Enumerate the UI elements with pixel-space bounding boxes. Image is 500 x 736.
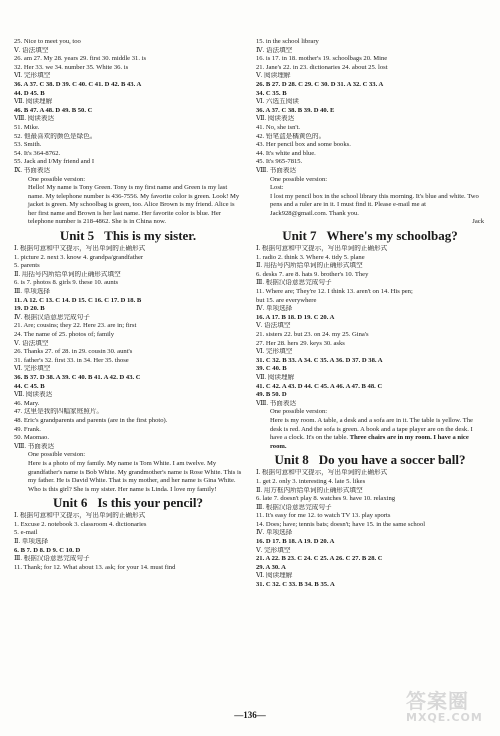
text-line: 44. It's white and blue. xyxy=(256,149,316,157)
text-line: 51. Mike. xyxy=(14,123,40,131)
text-line: Ⅲ. 根据汉语意思完成句子 xyxy=(256,279,332,287)
text-line: Ⅸ. 书面表达 xyxy=(14,166,51,174)
answer-key-line: 26. B 27. D 28. C 29. C 30. D 31. A 32. C 33. A xyxy=(256,80,384,88)
text-line: 42. 铅笔盒是橘黄色的。 xyxy=(256,132,326,140)
unit-title: Where's my schoolbag? xyxy=(326,228,458,244)
watermark-logo xyxy=(406,690,492,730)
text-line: 24. The name of 25. photos of; family xyxy=(14,331,115,338)
text-line: Ⅱ. 单项选择 xyxy=(14,538,49,546)
text-line: 1. radio 2. think 3. Where 4. tidy 5. plane xyxy=(256,253,365,261)
text-line: One possible version: xyxy=(270,408,328,416)
text-line: 27. Her 28. hers 29. keys 30. asks xyxy=(256,339,345,347)
watermark-text: 答案圈 xyxy=(406,689,469,713)
text-line: 47. 这里是我的四幅家庭照片。 xyxy=(14,408,104,416)
answer-key-line: 46. B 47. A 48. D 49. B 50. C xyxy=(14,106,93,114)
text-line: 1. get 2. only 3. interesting 4. late 5. likes xyxy=(256,477,366,485)
answer-key-line: 11. A 12. C 13. C 14. D 15. C 16. C 17. D 18. B xyxy=(14,296,142,304)
text-line: 31. father's 32. first 33. in 34. Her 35. those xyxy=(14,356,129,364)
text-line: Ⅲ. 根据汉语意思完成句子 xyxy=(256,503,332,511)
unit-number: Unit 6 xyxy=(53,495,88,511)
unit-title: Do you have a soccer ball? xyxy=(318,452,466,468)
answer-key-line: 19. D 20. B xyxy=(14,305,45,313)
text-line: 54. It's 364-8762. xyxy=(14,149,61,157)
text-line: 5. parents xyxy=(14,262,40,270)
text-line: 43. Her pencil box and some books. xyxy=(256,141,351,149)
text-line: 16. is 17. in 18. mother's 19. schoolbags 20. Mine xyxy=(256,55,388,63)
text-line: but 15. are everywhere xyxy=(256,296,317,304)
text-line: 6. desks 7. are 8. hats 9. brother's 10. They xyxy=(256,270,369,278)
text-line: One possible version: xyxy=(28,451,86,459)
text-line: 49. Frank. xyxy=(14,425,41,433)
answer-key-line: 29. A 30. A xyxy=(256,563,286,571)
text-line: 41. No, she isn't. xyxy=(256,123,301,131)
text-line: 11. Thank; for 12. What about 13. ask; for your 14. must find xyxy=(14,563,176,571)
answer-key-line: 21. A 22. B 23. C 24. C 25. A 26. C 27. B 28. C xyxy=(256,555,383,563)
essay-paragraph: I lost my pencil box in the school library this morning. It's blue and white. Two pens and a ruler are in it. I must find it. Please e-mail me at Jack928@gmail.com. Thank you. xyxy=(270,192,479,217)
unit-title: This is my sister. xyxy=(104,228,197,244)
text-line: 14. Does; have; tennis bats; doesn't; have 15. in the same school xyxy=(256,520,426,528)
text-line: 5. e-mail xyxy=(14,529,38,537)
text-line: 26. Thanks 27. of 28. in 29. cousin 30. aunt's xyxy=(14,348,133,356)
text-line: 55. Jack and I/My friend and I xyxy=(14,158,95,166)
text-line: 48. Eric's grandparents and parents (are in the first photo). xyxy=(14,416,168,424)
right-column xyxy=(256,38,484,590)
text-line: Ⅵ. 阅读理解 xyxy=(256,572,293,580)
text-line: Ⅷ. 阅读表达 xyxy=(14,115,55,123)
essay-paragraph: Hello! My name is Tony Green. Tony is my first name and Green is my last name. My telephone number is 436-7556. My favorite color is green. Look! My jacket is green. My schoolbag is green, too. Alice Brown is my friend. Alice is her first name and Brown is her last name. Her favorite color is blue. Her telephone number is 218-4862. She is in China now. xyxy=(28,184,240,226)
essay-paragraph: Here is my room. A table, a desk and a sofa are in it. The table is yellow. The desk is red. And the sofa is green. A book and a tape player are on the desk. I have a clock. It's on the table. Three chairs are in my room. I have a nice room. xyxy=(270,416,473,450)
text-line: Ⅵ. 六选五阅读 xyxy=(256,98,299,106)
unit-number: Unit 8 xyxy=(274,452,309,468)
answer-key-line: 36. A 37. C 38. B 39. D 40. E xyxy=(256,106,335,114)
text-line: Ⅱ. 用括号内所给单词的正确形式填空 xyxy=(256,262,363,270)
answer-key-line: 39. C 40. B xyxy=(256,365,287,373)
answer-key-line: 44. D 45. B xyxy=(14,89,45,97)
text-line: Ⅷ. 书面表达 xyxy=(256,399,297,407)
text-line: Ⅴ. 完形填空 xyxy=(256,546,291,554)
text-line: Ⅷ. 书面表达 xyxy=(256,166,297,174)
text-line: 53. Smith. xyxy=(14,141,42,149)
text-line: 21. sisters 22. but 23. on 24. my 25. Gina's xyxy=(256,331,369,338)
text-line: Ⅰ. 根据句意和中文提示，写出单词的正确形式 xyxy=(14,512,146,520)
text-line: 1. picture 2. next 3. know 4. grandpa/grandfather xyxy=(14,253,144,261)
text-line: 25. Nice to meet you, too xyxy=(14,38,81,45)
signature-row xyxy=(256,218,484,227)
answer-key-line: 6. B 7. D 8. D 9. C 10. D xyxy=(14,546,81,554)
text-line: Ⅶ. 阅读表达 xyxy=(14,391,53,399)
answer-key-line: 36. A 37. C 38. D 39. C 40. C 41. D 42. B 43. A xyxy=(14,80,142,88)
text-line: Ⅶ. 阅读表达 xyxy=(256,115,295,123)
text-line: 52. 他最喜欢的颜色是绿色。 xyxy=(14,132,97,140)
text-line: Ⅷ. 书面表达 xyxy=(14,442,55,450)
text-line: 21. Jane's 22. in 23. dictionaries 24. about 25. lost xyxy=(256,63,388,71)
essay-paragraph: Here is a photo of my family. My name is Tom White. I am twelve. My grandfather's name is Bob White. My grandmother's name is Rose White. This is my father. He is David White. That is my mother, and her name is Gina White. Who is this girl? She is my sister. Her name is Linda. I love my family! xyxy=(28,459,242,493)
answer-key-line: 41. C 42. A 43. D 44. C 45. A 46. A 47. B 48. C xyxy=(256,382,383,390)
text-line: 1. Excuse 2. notebook 3. classroom 4. dictionaries xyxy=(14,520,147,528)
watermark-url: MXQE.COM xyxy=(406,711,483,724)
text-line: 11. It's easy for me 12. to watch TV 13. play sports xyxy=(256,512,391,520)
answer-key-line: 36. B 37. D 38. A 39. C 40. B 41. A 42. D 43. C xyxy=(14,373,141,381)
text-line: Ⅲ. 根据汉语意思完成句子 xyxy=(14,555,90,563)
text-line: 6. is 7. photos 8. girls 9. these 10. aunts xyxy=(14,279,119,287)
unit-title: Is this your pencil? xyxy=(97,495,203,511)
text-line: One possible version: xyxy=(270,175,328,183)
text-line: Ⅲ. 单项选择 xyxy=(14,288,51,296)
text-line: Ⅰ. 根据句意和中文提示，写出单词的正确形式 xyxy=(14,245,146,253)
text-line: Ⅴ. 语法填空 xyxy=(256,322,291,330)
text-line: Ⅴ. 语法填空 xyxy=(14,339,49,347)
answer-key-line: 44. C 45. B xyxy=(14,382,45,390)
answer-key-line: 31. C 32. B 33. A 34. C 35. A 36. D 37. D 38. A xyxy=(256,356,383,364)
text-line: 6. late 7. doesn't play 8. watches 9. have 10. relaxing xyxy=(256,495,396,503)
text-line: Ⅱ. 用括号内所给单词的正确形式填空 xyxy=(14,270,121,278)
answer-key-line: 16. D 17. B 18. A 19. D 20. A xyxy=(256,538,335,546)
text-line: Ⅵ. 完形填空 xyxy=(14,365,51,373)
answer-key-line: 34. C 35. B xyxy=(256,89,287,97)
text-line: Ⅰ. 根据句意和中文提示，写出单词的正确形式 xyxy=(256,245,388,253)
text-line: Ⅶ. 阅读理解 xyxy=(14,98,53,106)
text-line: Ⅶ. 阅读理解 xyxy=(256,373,295,381)
text-line: Ⅵ. 完形填空 xyxy=(256,348,293,356)
text-line: 11. Where are; They're 12. I think 13. aren't on 14. His pen; xyxy=(256,288,413,296)
text-line: 46. Mary. xyxy=(14,399,40,407)
text-line: 26. am 27. My 28. years 29. first 30. middle 31. is xyxy=(14,55,147,63)
unit-heading xyxy=(14,495,242,511)
text-line: 21. Are; cousins; they 22. Here 23. are in; first xyxy=(14,322,137,330)
text-line: 15. in the school library xyxy=(256,38,319,45)
page-number: —136— xyxy=(234,710,266,720)
text-line: Ⅱ. 用方框内所给单词的正确形式填空 xyxy=(256,486,363,494)
text-line: Ⅳ. 单项选择 xyxy=(256,529,293,537)
text-line: Ⅳ. 单项选择 xyxy=(256,305,293,313)
text-line: Ⅳ. 根据汉语意思完成句子 xyxy=(14,313,90,321)
unit-heading xyxy=(256,452,484,468)
answer-key-line: 49. B 50. D xyxy=(256,391,287,399)
text-line: Ⅵ. 完形填空 xyxy=(14,72,51,80)
left-column xyxy=(14,38,242,572)
text-line: Lost: xyxy=(270,184,284,192)
text-line: 50. Maomao. xyxy=(14,434,49,442)
emphasized-sentence: Three chairs are in my room. I have a nice room. xyxy=(270,434,469,450)
text-line: One possible version: xyxy=(28,175,86,183)
text-line: Ⅰ. 根据句意和中文提示，写出单词的正确形式 xyxy=(256,469,388,477)
unit-number: Unit 7 xyxy=(282,228,317,244)
text-line: Ⅴ. 语法填空 xyxy=(14,46,49,54)
unit-number: Unit 5 xyxy=(59,228,95,244)
answer-key-line: 31. C 32. C 33. B 34. B 35. A xyxy=(256,581,335,589)
text-line: Ⅳ. 语法填空 xyxy=(256,46,293,54)
unit-heading xyxy=(256,228,484,244)
text-line: 45. It's 965-7815. xyxy=(256,158,303,166)
unit-heading xyxy=(14,228,242,244)
answer-key-line: 16. A 17. B 18. D 19. C 20. A xyxy=(256,313,335,321)
signature: Jack xyxy=(472,218,484,226)
text-line: 32. Her 33. we 34. number 35. White 36. is xyxy=(14,63,129,71)
text-line: Ⅴ. 阅读理解 xyxy=(256,72,291,80)
